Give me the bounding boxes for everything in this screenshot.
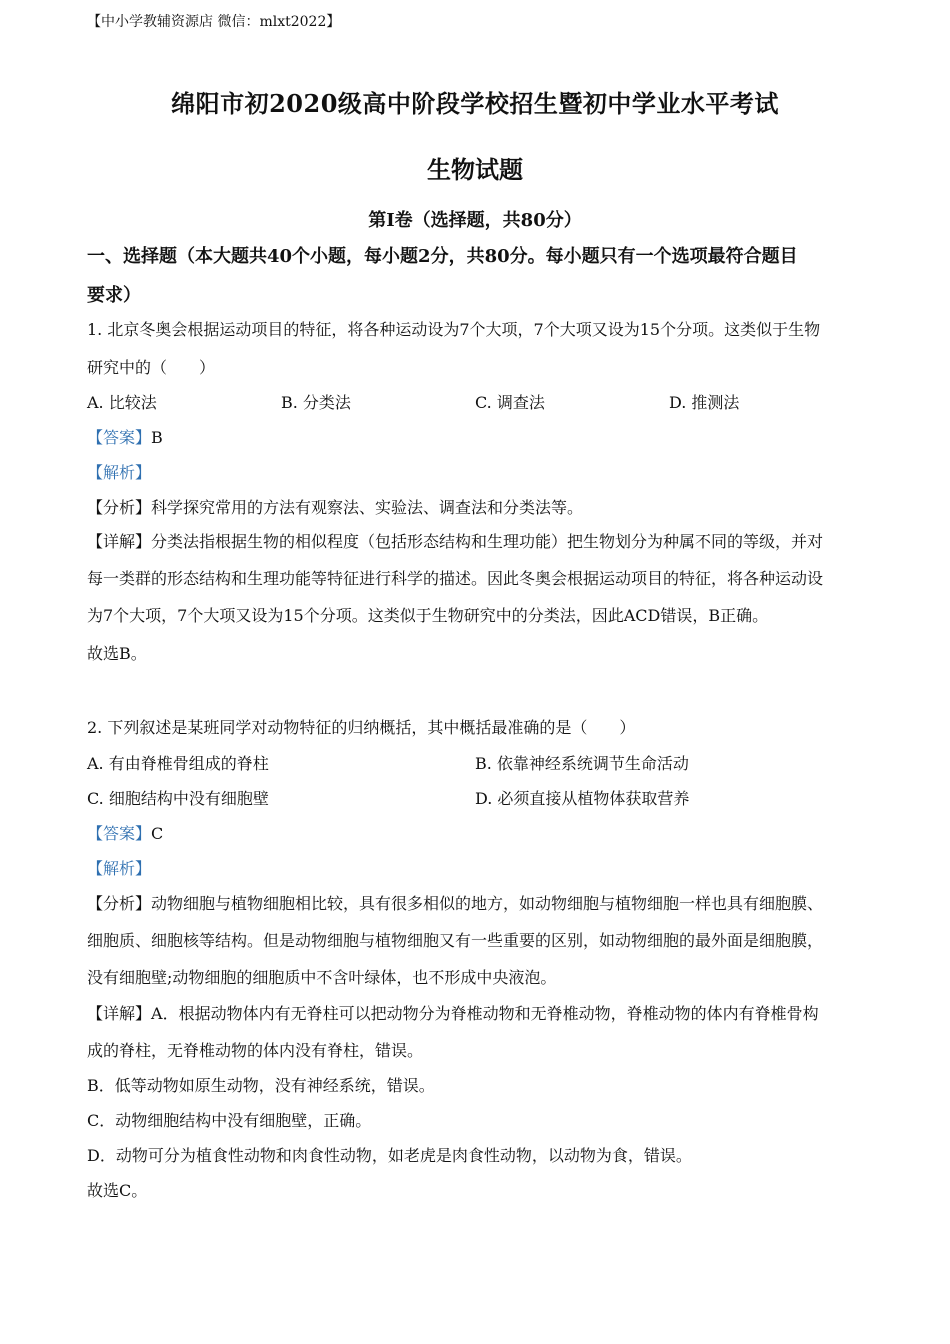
q1-answer: [87, 426, 862, 450]
q1-answer-value: B: [151, 428, 163, 447]
q1-detail-tag: 【详解】: [87, 532, 152, 551]
q1-stem-line1: 1. 北京冬奥会根据运动项目的特征，将各种运动设为7个大项，7个大项又设为15个分项。这类似于生物: [87, 320, 821, 339]
q1-answer-tag: 【答案】: [87, 428, 152, 447]
q1-stem-line2: 研究中的（ ）: [87, 358, 216, 377]
q1-detail-line3: 为7个大项，7个大项又设为15个分项。这类似于生物研究中的分类法，因此ACD错误，B正确。: [87, 606, 769, 625]
q2-detail-tag: 【详解】: [87, 1004, 152, 1023]
q2-detail-d: D．动物可分为植食性动物和肉食性动物，如老虎是肉食性动物，以动物为食，错误。: [87, 1146, 692, 1165]
q2-option-a: A. 有由脊椎骨组成的脊柱: [87, 754, 269, 773]
q2-detail-b: B．低等动物如原生动物，没有神经系统，错误。: [87, 1076, 435, 1095]
q1-analysis-tag: 【分析】: [87, 498, 152, 517]
q1-detail-line2: 每一类群的形态结构和生理功能等特征进行科学的描述。因此冬奥会根据运动项目的特征，将各种运动设: [87, 569, 824, 588]
q2-option-d: D. 必须直接从植物体获取营养: [475, 789, 690, 808]
q2-answer-value: C: [151, 824, 164, 843]
exam-title: 绵阳市初2020级高中阶段学校招生暨初中学业水平考试: [171, 89, 779, 118]
q2-option-c: C. 细胞结构中没有细胞壁: [87, 789, 269, 808]
part-heading: 第I卷（选择题，共80分）: [368, 210, 582, 231]
watermark: 【中小学教辅资源店 微信：mlxt2022】: [87, 14, 341, 30]
subject-title: 生物试题: [427, 155, 523, 184]
q1-option-b: B. 分类法: [281, 393, 351, 412]
q2-analysis-line1: [87, 892, 862, 916]
q1-jiexi-tag: 【解析】: [87, 463, 152, 482]
q1-option-d: D. 推测法: [669, 393, 740, 412]
q2-detail-line1: [87, 1002, 862, 1026]
q2-answer: [87, 822, 862, 846]
q1-analysis: [87, 496, 862, 520]
q2-conclusion: 故选C。: [87, 1181, 148, 1200]
q1-detail-text: 分类法指根据生物的相似程度（包括形态结构和生理功能）把生物划分为种属不同的等级，并对: [151, 532, 824, 551]
q2-stem: 2. 下列叙述是某班同学对动物特征的归纳概括，其中概括最准确的是（ ）: [87, 718, 636, 737]
q1-conclusion: 故选B。: [87, 644, 147, 663]
q2-jiexi-tag: 【解析】: [87, 859, 152, 878]
q2-analysis-line3: 没有细胞壁;动物细胞的细胞质中不含叶绿体，也不形成中央液泡。: [87, 968, 557, 987]
q1-analysis-text: 科学探究常用的方法有观察法、实验法、调查法和分类法等。: [151, 498, 584, 517]
q2-detail-c: C．动物细胞结构中没有细胞壁，正确。: [87, 1111, 372, 1130]
q2-analysis-line2: 细胞质、细胞核等结构。但是动物细胞与植物细胞又有一些重要的区别，如动物细胞的最外面是细胞膜，: [87, 931, 824, 950]
q2-analysis-tag: 【分析】: [87, 894, 152, 913]
q2-answer-tag: 【答案】: [87, 824, 152, 843]
q2-option-b: B. 依靠神经系统调节生命活动: [475, 754, 689, 773]
q1-option-a: A. 比较法: [87, 393, 157, 412]
q2-detail-line2: 成的脊柱，无脊椎动物的体内没有脊柱，错误。: [87, 1041, 424, 1060]
section-heading-line1: 一、选择题（本大题共40个小题，每小题2分，共80分。每小题只有一个选项最符合题目: [87, 246, 798, 267]
q2-detail-text: A．根据动物体内有无脊柱可以把动物分为脊椎动物和无脊椎动物，脊椎动物的体内有脊椎骨构: [151, 1004, 819, 1023]
section-heading-line2: 要求）: [87, 285, 141, 306]
q2-analysis-text: 动物细胞与植物细胞相比较，具有很多相似的地方，如动物细胞与植物细胞一样也具有细胞膜、: [151, 894, 824, 913]
q1-option-c: C. 调查法: [475, 393, 545, 412]
q1-detail-line1: [87, 530, 862, 554]
